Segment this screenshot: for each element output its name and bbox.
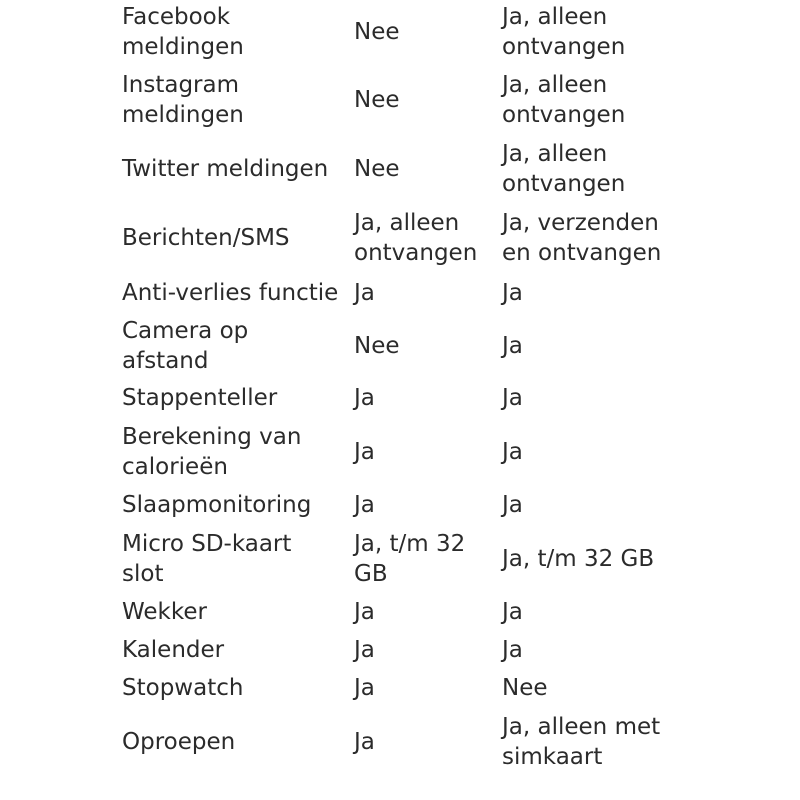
feature-cell: Kalender [122,637,225,663]
value-cell-b: Ja, verzenden en ontvangen [502,210,662,266]
value-cell-b: Ja, alleen ontvangen [502,72,626,128]
table-row [0,273,800,312]
table-row [0,0,800,65]
value-cell-a: Nee [354,87,400,113]
value-cell-a: Ja, t/m 32 GB [354,530,466,587]
table-row [0,593,800,631]
feature-cell: Instagram meldingen [122,72,244,128]
table-row [0,486,800,524]
feature-cell: Anti-verlies functie [122,279,339,306]
table-row [0,417,800,486]
table-row [0,65,800,135]
feature-cell: Camera op afstand [122,317,249,374]
feature-cell: Oproepen [122,729,236,755]
table-row [0,135,800,203]
table-row [0,379,800,417]
value-cell-a: Ja [354,637,375,663]
value-cell-a: Ja [354,438,375,465]
feature-cell: Slaapmonitoring [122,492,312,518]
value-cell-b: Ja [502,332,523,359]
value-cell-b: Ja, alleen met simkaart [502,714,661,770]
value-cell-a: Nee [354,18,400,45]
feature-cell: Facebook meldingen [122,3,244,60]
value-cell-b: Ja, t/m 32 GB [502,545,655,572]
table-row [0,524,800,593]
feature-cell: Stappenteller [122,385,278,411]
value-cell-b: Ja, alleen ontvangen [502,141,626,197]
table-row [0,203,800,273]
feature-cell: Twitter meldingen [122,156,329,182]
value-cell-b: Nee [502,675,548,701]
value-cell-a: Ja, alleen ontvangen [354,210,478,266]
value-cell-b: Ja [502,385,523,411]
value-cell-b: Ja [502,637,523,663]
feature-cell: Wekker [122,599,207,625]
value-cell-b: Ja [502,438,523,465]
feature-cell: Micro SD-kaart slot [122,530,292,587]
value-cell-a: Ja [354,599,375,625]
value-cell-b: Ja [502,492,523,518]
table-row [0,707,800,777]
value-cell-a: Ja [354,675,375,701]
value-cell-a: Nee [354,332,400,359]
value-cell-a: Ja [354,385,375,411]
feature-cell: Berekening van calorieën [122,423,302,480]
value-cell-b: Ja [502,599,523,625]
value-cell-a: Ja [354,492,375,518]
table-row [0,312,800,379]
value-cell-a: Ja [354,729,375,755]
feature-cell: Stopwatch [122,675,244,701]
value-cell-b: Ja [502,279,523,306]
table-row [0,669,800,707]
value-cell-a: Ja [354,279,375,306]
value-cell-a: Nee [354,156,400,182]
value-cell-b: Ja, alleen ontvangen [502,3,626,60]
feature-cell: Berichten/SMS [122,225,290,251]
table-row [0,631,800,669]
